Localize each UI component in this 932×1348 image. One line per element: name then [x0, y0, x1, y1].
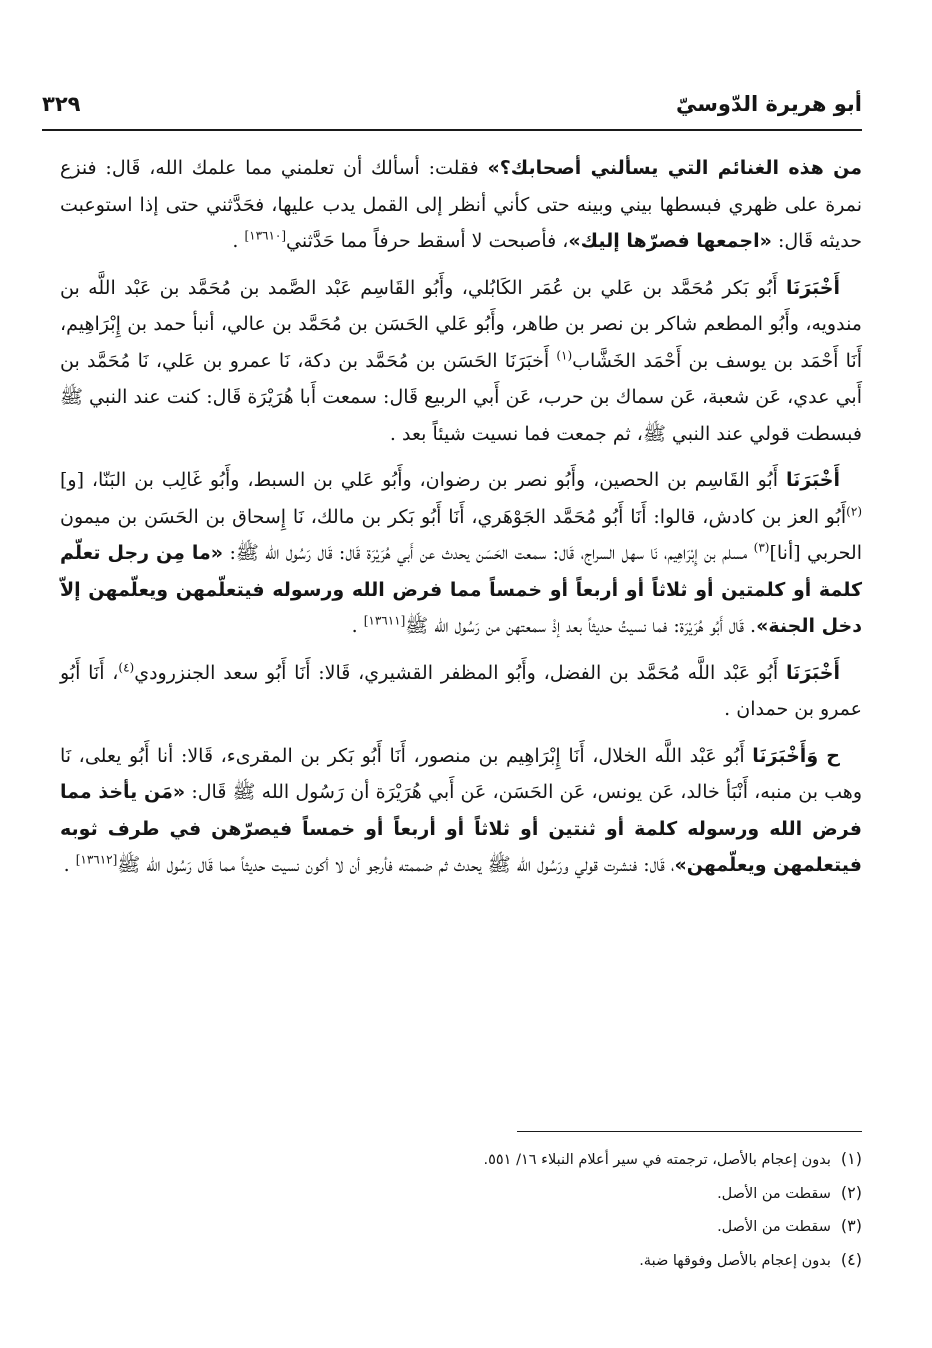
page-header: [42, 84, 862, 120]
footnote-3: [60, 1210, 862, 1244]
paragraph-text: فقلت: أسألك أن تعلمني مما علمك الله، قَال: فنزع نمرة على ظهري فبسطها بيني وبينه حتى كأني أنظر إلى القمل يدب عليها، فحَدَّثني حتى إذا استوعبت حديثه قَال:: [60, 157, 862, 252]
paragraph-text: أَبُو العز بن كادش، قالوا: أَنَا أَبُو مُحَمَّد الجَوْهَري، أَنَا أَبُو بَكر بن مالك، نَا إِسحاق بن الحَسَن بن ميمون الحربي [أنا]: [60, 505, 862, 564]
footnote-mark: (١): [840, 1149, 862, 1168]
footnote-mark: (٣): [840, 1216, 862, 1235]
hadith-quote: «مَن يأخذ مما فرض الله ورسوله كلمة أو ثنتين أو ثلاثاً أو أربعاً أو خمساً فيصرّهن في طرف ثوبه فيتعلمهن ويعلّمهن»: [60, 781, 862, 876]
footnote-divider: [517, 1131, 862, 1132]
paragraph-3: [60, 462, 862, 645]
footnote-text: بدون إعجام بالأصل، ترجمته في سير أعلام النبلاء ١٦/ ٥٥١.: [483, 1152, 831, 1168]
paragraph-end: .: [232, 230, 245, 252]
footnote-text: سقطت من الأصل.: [717, 1185, 831, 1202]
paragraph-text: أَبُو القَاسِم بن الحصين، وأَبُو نصر بن رضوان، وأَبُو عَلي بن السبط، وأَبُو غَالِب بن البَنّا، [و]: [60, 469, 786, 491]
paragraph-text: أَبُو بَكر مُحَمَّد بن عَلي بن عُمَر الكَابُلي، وأَبُو القَاسِم عَبْد الصَّمد بن مُحَمَّد بن عَبْد اللَّه بن مندويه، وأَبُو المطعم شاكر بن نصر بن طاهر، وأَبُو عَلي الحَسَن بن مُحَمَّد بن عالي، أنبأ حمد بن إِبْرَاهِيم، أَنَا أَحْمَد بن يوسف بن أَحْمَد الخَشَّاب: [60, 276, 862, 372]
footnote-4: [60, 1244, 862, 1278]
paragraph-text: . قَال أَبُو هُرَيْرَة: فما نسيتُ حديثاً بعد إذْ سمعتهن من رَسُول الله ﷺ: [405, 615, 757, 637]
hadith-quote: «ما مِن رجل تعلّم كلمة أو كلمتين أو ثلاثاً أو أربعاً أو خمساً مما فرض الله ورسوله فيتعلّمهن ويعلّمهن إلاّ دخل الجنة»: [60, 542, 862, 637]
isnad-keyword: أَخْبَرَنَا: [785, 661, 840, 684]
paragraph-2: [60, 270, 862, 453]
isnad-keyword: أَخْبَرَنَا: [785, 276, 840, 299]
footnote-reference: (١): [556, 348, 573, 363]
paragraph-text: مسلم بن إِبْرَاهِيم، نَا سهل السراج، قَال: سمعت الحَسَن يحدث عن أَبي هُرَيْرَة قَال: قَال رَسُول الله ﷺ:: [223, 542, 754, 564]
isnad-keyword: أَخْبَرَنَا: [785, 469, 840, 491]
footnote-reference: (٤): [118, 660, 135, 675]
paragraph-end: .: [351, 615, 364, 637]
hadith-number: [١٣٦١٠]: [244, 228, 287, 243]
main-text: [60, 150, 862, 894]
paragraph-text: أَبُو عَبْد اللَّه الخلال، أَنَا إِبْرَاهِيم بن منصور، أَنَا أَبُو بَكر بن المقرىء، قَالا: أنا أَبُو يعلى، نَا وهب بن منبه، أَنْبَأ خالد، عَن يونس، عَن الحَسَن، عَن أَبي هُرَيْرَة أن رَسُول الله ﷺ قَال:: [60, 744, 862, 803]
paragraph-text: أَخبَرَنَا الحَسَن بن مُحَمَّد بن دكة، نَا عمرو بن عَلي، نَا مُحَمَّد بن أَبي عدي، عَن شعبة، عَن سماك بن حرب، عَن أَبي الربيع قَال: سمعت أَبا هُرَيْرَة قَال: كنت عند النبي ﷺ فبسطت قولي عند النبي ﷺ، ثم جمعت فما نسيت شيئاً بعد .: [60, 349, 862, 445]
paragraph-5: [60, 738, 862, 884]
footnotes: [60, 1143, 862, 1277]
paragraph-text: ، قَال: فنشرت قولي ورَسُول الله ﷺ يحدث ثم ضممته فأرجو أن لا أكون نسيت حديثاً مما قَال رَسُول الله ﷺ: [117, 854, 675, 876]
footnote-mark: (٤): [840, 1249, 862, 1269]
page-number: ٣٢٩: [42, 92, 81, 116]
hadith-quote: «اجمعها فصرّها إليك»: [568, 230, 772, 252]
hadith-number: [١٣٦١٢]: [75, 852, 118, 867]
running-title: أبو هريرة الدّوسيّ: [675, 92, 862, 116]
header-divider: [42, 129, 862, 131]
paragraph-end: .: [63, 854, 76, 876]
paragraph-text: ، فأصبحت لا أسقط حرفاً مما حَدَّثني: [286, 230, 569, 252]
footnote-1: [60, 1143, 862, 1177]
footnote-reference: (٣): [753, 540, 770, 555]
paragraph-text: أَبُو عَبْد اللَّه مُحَمَّد بن الفضل، وأَبُو المظفر القشيري، قَالا: أَنَا أَبُو سعد الجنزرودي: [134, 661, 786, 684]
paragraph-1: [60, 150, 862, 260]
footnote-reference: (٢): [846, 504, 862, 519]
paragraph-text: ، أَنَا أَبُو عمرو بن حمدان .: [60, 661, 862, 720]
hadith-number: [١٣٦١١]: [363, 613, 406, 628]
footnote-text: بدون إعجام بالأصل وفوقها ضبة.: [639, 1252, 831, 1269]
isnad-keyword: ح وَأَخْبَرَنَا: [752, 744, 840, 767]
footnote-2: [60, 1177, 862, 1211]
footnote-mark: (٢): [840, 1182, 862, 1202]
paragraph-4: [60, 655, 862, 728]
footnote-text: سقطت من الأصل.: [717, 1219, 831, 1235]
hadith-quote: من هذه الغنائم التي يسألني أصحابك؟»: [487, 157, 862, 179]
